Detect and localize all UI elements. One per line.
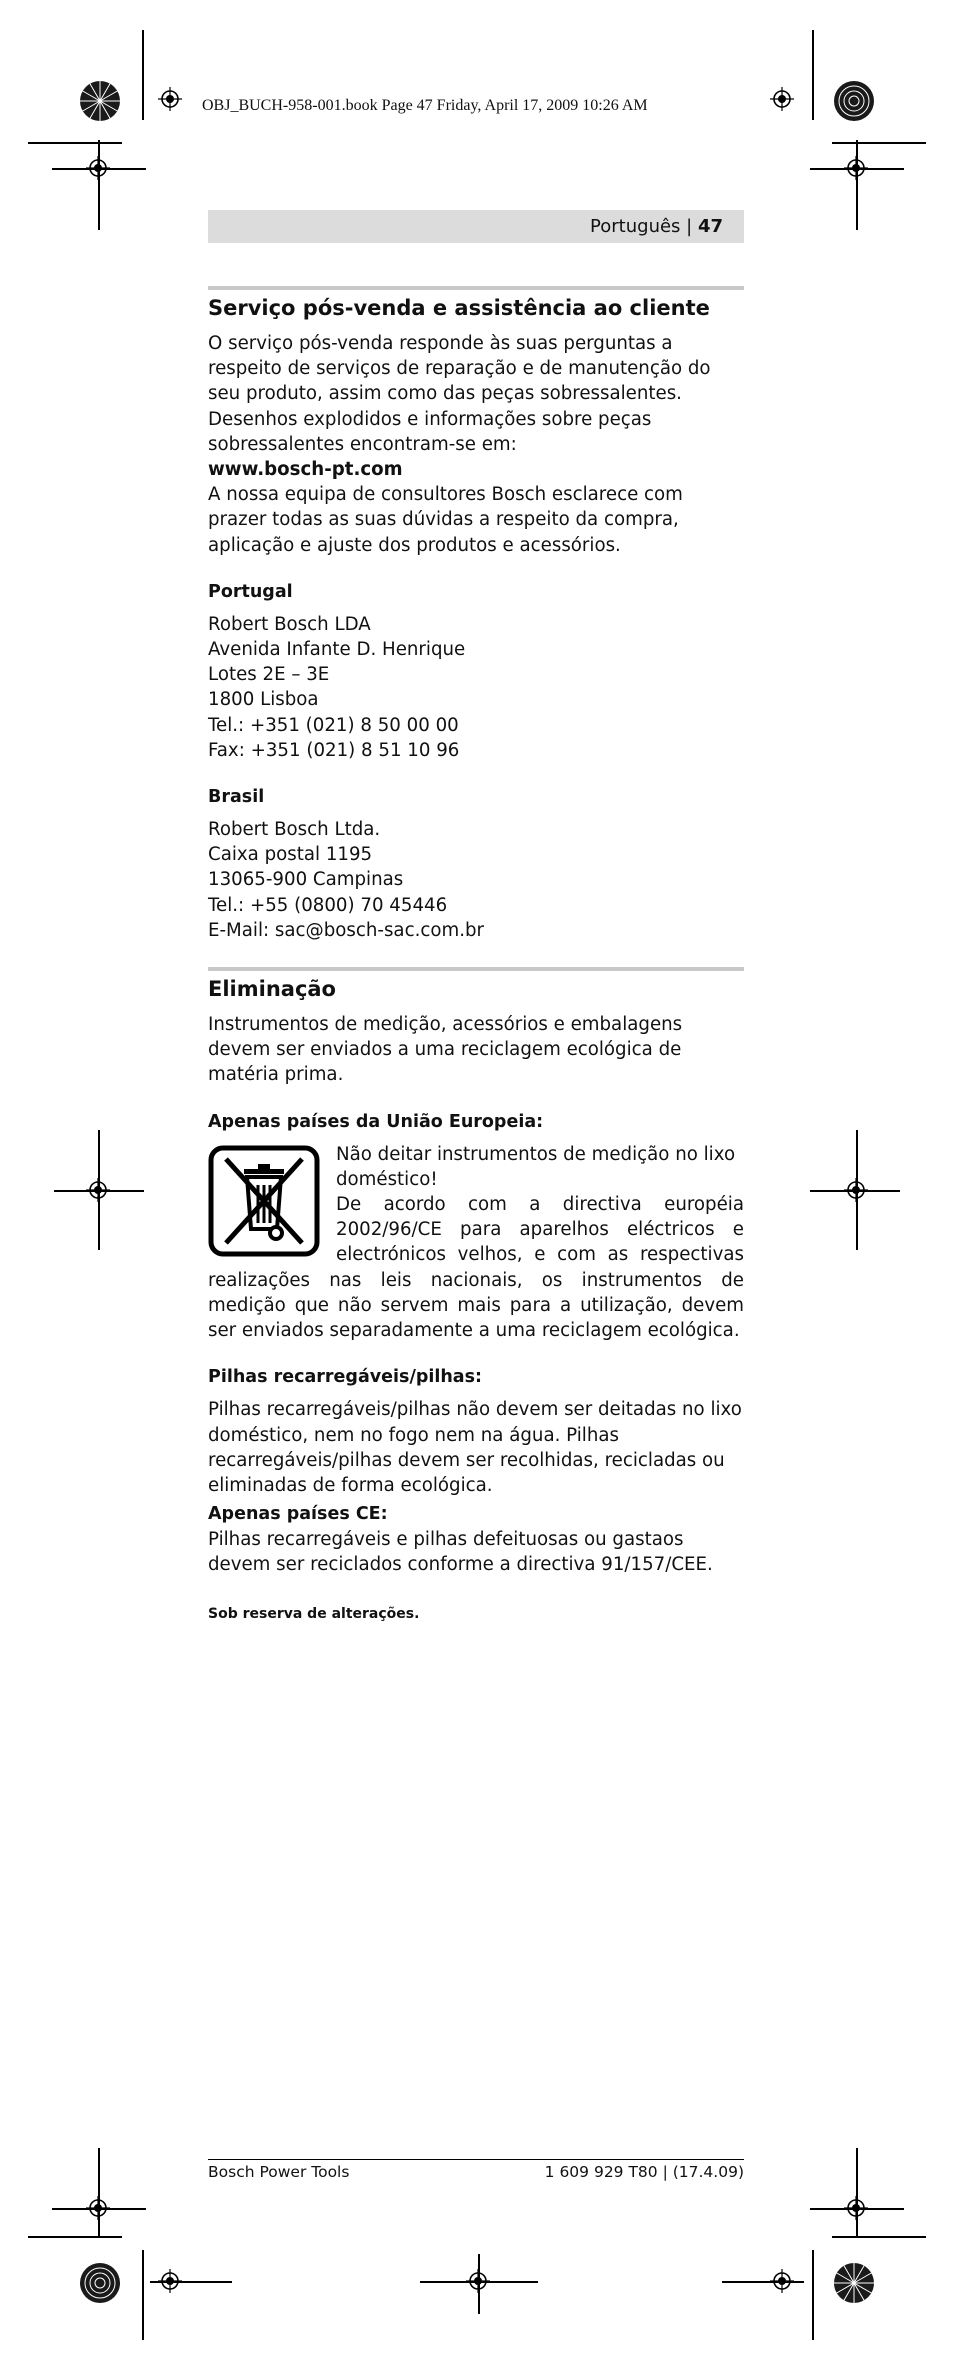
section-divider xyxy=(208,286,744,290)
footer-divider xyxy=(208,2159,744,2160)
ce-text: Pilhas recarregáveis e pilhas defeituosas ou gastaos devem ser reciclados conforme a directiva 91/157/CEE. xyxy=(208,1529,713,1576)
ce-heading: Apenas países CE: xyxy=(208,1504,388,1525)
service-intro: O serviço pós-venda responde às suas perguntas a respeito de serviços de reparação e de manutenção do seu produto, assim como das peças sobressalentes. Desenhos explodidos e informações sobre peças sobressalentes encontram-se em: xyxy=(208,333,711,455)
address-line: Robert Bosch Ltda. xyxy=(208,819,381,841)
address-line: Tel.: +55 (0800) 70 45446 xyxy=(208,894,448,916)
website-link[interactable]: www.bosch-pt.com xyxy=(208,459,403,481)
batteries-heading: Pilhas recarregáveis/pilhas: xyxy=(208,1367,483,1388)
footer-brand: Bosch Power Tools xyxy=(208,2163,350,2181)
disposal-title: Eliminação xyxy=(208,977,336,1002)
star-target-icon xyxy=(79,80,121,122)
eu-text-2: De acordo com a directiva européia 2002/96/CE para aparelhos eléctricos e electrónicos velhos, e com as respectivas realizações nas leis nacionais, os instrumentos de medição que não servem mais para a utilização, devem ser enviados separadamente a uma reciclagem ecológica. xyxy=(208,1194,744,1342)
disposal-intro: Instrumentos de medição, acessórios e embalagens devem ser enviados a uma reciclagem ecológica de matéria prima. xyxy=(208,1014,683,1086)
brasil-heading: Brasil xyxy=(208,787,265,808)
address-line: Tel.: +351 (021) 8 50 00 00 xyxy=(208,714,459,736)
brasil-address xyxy=(208,817,744,943)
service-consultants: A nossa equipa de consultores Bosch esclarece com prazer todas as suas dúvidas a respeito da compra, aplicação e ajuste dos produtos e acessórios. xyxy=(208,484,683,556)
registration-mark-icon xyxy=(844,2196,868,2220)
star-target-icon xyxy=(833,2262,875,2304)
registration-mark-icon xyxy=(770,87,794,111)
address-line: E-Mail: sac@bosch-sac.com.br xyxy=(208,919,485,941)
star-target-icon xyxy=(79,2262,121,2304)
address-line: 13065-900 Campinas xyxy=(208,869,404,891)
address-line: Caixa postal 1195 xyxy=(208,844,373,866)
page-content xyxy=(208,286,744,1627)
batteries-text: Pilhas recarregáveis/pilhas não devem ser deitadas no lixo doméstico, nem no fogo nem na água. Pilhas recarregáveis/pilhas devem ser recolhidas, recicladas ou eliminadas de forma ecológica. xyxy=(208,1399,742,1496)
registration-mark-icon xyxy=(86,1178,110,1202)
registration-mark-icon xyxy=(844,1178,868,1202)
registration-mark-icon xyxy=(86,2196,110,2220)
portugal-heading: Portugal xyxy=(208,581,293,602)
page-number: 47 xyxy=(697,216,723,237)
star-target-icon xyxy=(833,80,875,122)
page-header xyxy=(208,210,744,243)
crossed-out-wheelie-bin-icon xyxy=(208,1145,320,1257)
registration-mark-icon xyxy=(86,156,110,180)
registration-mark-icon xyxy=(466,2269,490,2293)
address-line: 1800 Lisboa xyxy=(208,689,319,711)
service-title: Serviço pós-venda e assistência ao cliente xyxy=(208,296,710,320)
registration-mark-icon xyxy=(844,156,868,180)
portugal-address xyxy=(208,612,744,763)
page-header-label xyxy=(590,216,723,237)
address-line: Avenida Infante D. Henrique xyxy=(208,639,466,661)
eu-heading: Apenas países da União Europeia: xyxy=(208,1111,544,1132)
eu-notice xyxy=(208,1142,744,1344)
eu-text-1: Não deitar instrumentos de medição no lixo doméstico! xyxy=(336,1143,736,1190)
footer-doc-number: 1 609 929 T80 | (17.4.09) xyxy=(544,2163,744,2181)
registration-mark-icon xyxy=(158,2269,182,2293)
print-slug: OBJ_BUCH-958-001.book Page 47 Friday, April 17, 2009 10:26 AM xyxy=(202,97,648,114)
registration-mark-icon xyxy=(158,87,182,111)
address-line: Robert Bosch LDA xyxy=(208,613,371,635)
language-label: Português | xyxy=(590,216,698,237)
registration-mark-icon xyxy=(770,2269,794,2293)
address-line: Lotes 2E – 3E xyxy=(208,664,330,686)
section-divider xyxy=(208,967,744,971)
address-line: Fax: +351 (021) 8 51 10 96 xyxy=(208,739,460,761)
reserve-note: Sob reserva de alterações. xyxy=(208,1605,420,1622)
